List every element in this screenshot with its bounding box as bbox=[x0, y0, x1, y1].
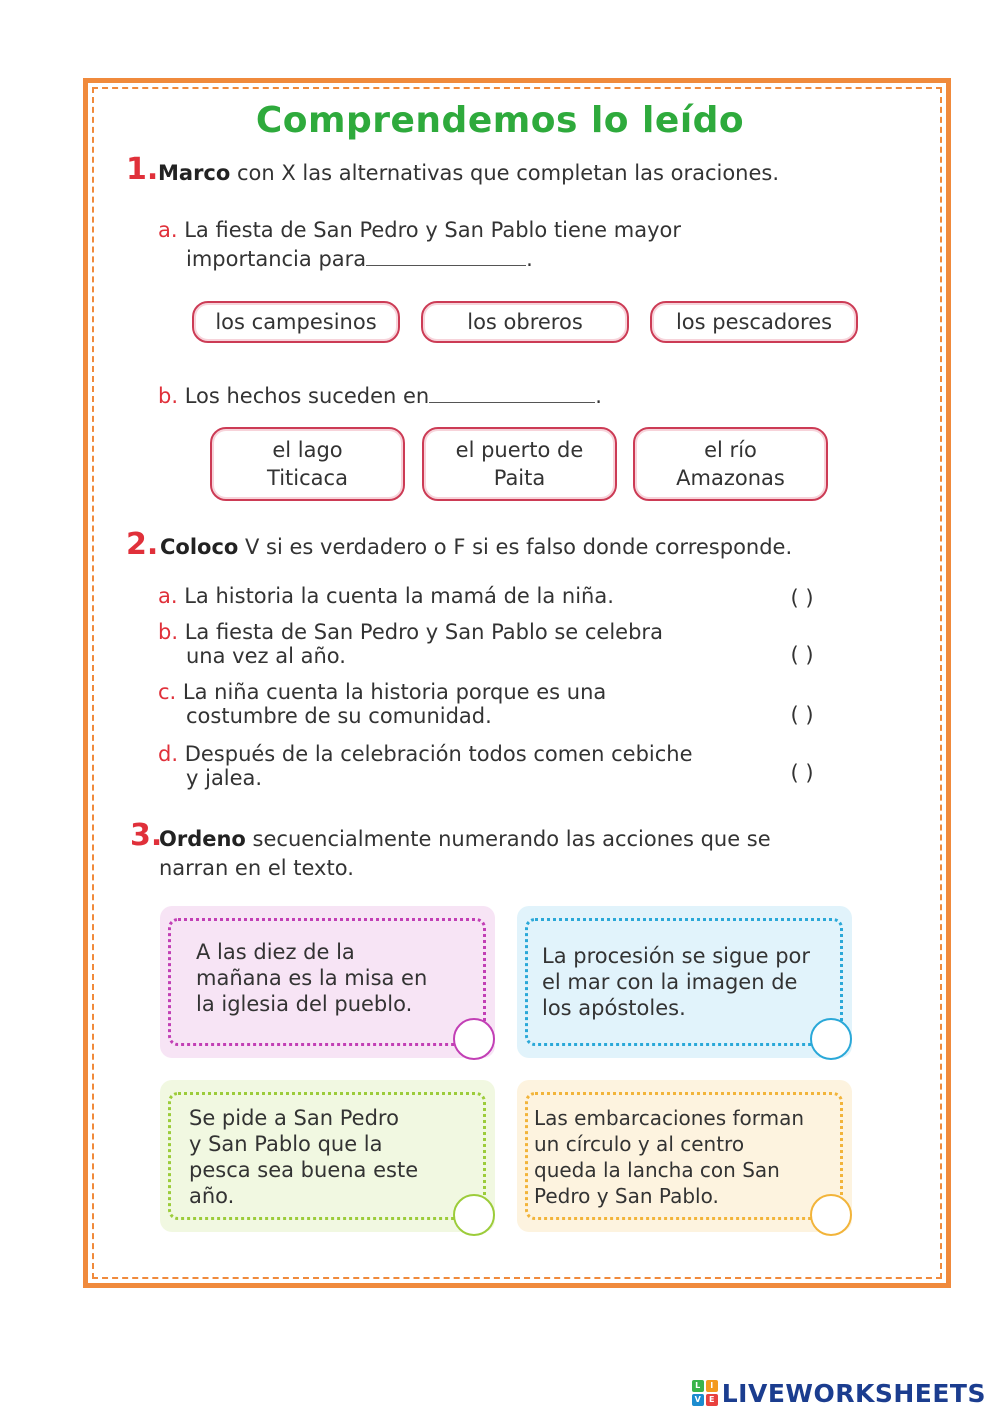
q1b-option-paita-l1: el puerto de bbox=[455, 438, 584, 462]
q1a-line1-text: La fiesta de San Pedro y San Pablo tiene mayor bbox=[184, 218, 682, 242]
q3-card-4-l4: Pedro y San Pablo. bbox=[534, 1184, 719, 1208]
q2a-line1 bbox=[158, 584, 614, 609]
q1a-end: . bbox=[526, 247, 533, 271]
q1b-end: . bbox=[595, 384, 602, 408]
q3-card-3-order-circle[interactable] bbox=[453, 1194, 495, 1236]
q1-instruction bbox=[158, 161, 779, 186]
q2-instruction bbox=[160, 535, 792, 560]
logo-block-l: L bbox=[692, 1380, 704, 1392]
q3-card-2-text bbox=[542, 943, 810, 1021]
q3-card-4-order-circle[interactable] bbox=[810, 1194, 852, 1236]
logo-block-i: I bbox=[706, 1380, 718, 1392]
q2b-line1 bbox=[158, 620, 663, 645]
liveworksheets-logo[interactable] bbox=[692, 1378, 986, 1408]
q2d-line1 bbox=[158, 742, 693, 767]
q3-number: 3. bbox=[130, 818, 163, 853]
q2-number: 2. bbox=[126, 527, 159, 562]
q2c-line1 bbox=[158, 680, 606, 705]
q2d-answer[interactable]: ( ) bbox=[790, 761, 814, 785]
q2b-answer[interactable]: ( ) bbox=[790, 643, 814, 667]
q1b-option-titicaca-l2: Titicaca bbox=[267, 466, 348, 490]
q1a-line2 bbox=[186, 247, 533, 272]
q1b-option-amazonas[interactable] bbox=[633, 427, 828, 501]
q3-card-3-l4: año. bbox=[189, 1184, 235, 1208]
q2c-line2: costumbre de su comunidad. bbox=[186, 704, 492, 728]
q2a-text: La historia la cuenta la mamá de la niña. bbox=[184, 584, 614, 608]
q2b-letter: b. bbox=[158, 620, 179, 644]
q1a-line1 bbox=[158, 218, 681, 243]
q2b-text-1: La fiesta de San Pedro y San Pablo se celebra bbox=[184, 620, 663, 644]
q1b-option-amazonas-l2: Amazonas bbox=[676, 466, 785, 490]
q3-card-2 bbox=[517, 906, 852, 1058]
q3-card-4-text bbox=[534, 1105, 804, 1209]
logo-block-v: V bbox=[692, 1394, 704, 1406]
liveworksheets-wordmark: LIVEWORKSHEETS bbox=[721, 1378, 986, 1408]
q1a-option-pescadores[interactable]: los pescadores bbox=[650, 301, 858, 343]
q3-card-4-l3: queda la lancha con San bbox=[534, 1158, 780, 1182]
q3-card-4 bbox=[517, 1080, 852, 1232]
q1a-letter: a. bbox=[158, 218, 178, 242]
q2b-line2: una vez al año. bbox=[186, 644, 346, 668]
q1b-line1-text: Los hechos suceden en bbox=[184, 384, 430, 408]
q1b-option-paita-l2: Paita bbox=[493, 466, 546, 490]
q1b-option-paita[interactable] bbox=[422, 427, 617, 501]
q3-card-3-l1: Se pide a San Pedro bbox=[189, 1106, 399, 1130]
q1b-option-amazonas-l1: el río bbox=[704, 438, 757, 462]
q3-instruction-text: secuencialmente numerando las acciones que se bbox=[245, 827, 771, 851]
q3-card-1-order-circle[interactable] bbox=[453, 1018, 495, 1060]
q1b-option-titicaca-l1: el lago bbox=[272, 438, 343, 462]
q3-card-3 bbox=[160, 1080, 495, 1232]
q3-card-3-l3: pesca sea buena este bbox=[189, 1158, 419, 1182]
q1-verb: Marco bbox=[158, 161, 231, 185]
q3-card-2-l2: el mar con la imagen de bbox=[542, 970, 798, 994]
liveworksheets-logo-icon bbox=[692, 1380, 718, 1406]
q3-card-1-l1: A las diez de la bbox=[196, 940, 355, 964]
q1b-option-titicaca[interactable] bbox=[210, 427, 405, 501]
q2c-text-1: La niña cuenta la historia porque es una bbox=[182, 680, 607, 704]
q1a-line2-text: importancia para bbox=[186, 247, 367, 271]
q3-card-2-order-circle[interactable] bbox=[810, 1018, 852, 1060]
q3-instruction-2: narran en el texto. bbox=[159, 856, 354, 880]
page-title: Comprendemos lo leído bbox=[255, 100, 745, 141]
q2d-text-1: Después de la celebración todos comen cebiche bbox=[184, 742, 693, 766]
q3-card-4-l2: un círculo y al centro bbox=[534, 1132, 745, 1156]
q3-card-3-l2: y San Pablo que la bbox=[189, 1132, 383, 1156]
q2c-answer[interactable]: ( ) bbox=[790, 703, 814, 727]
q3-card-1-l3: la iglesia del pueblo. bbox=[196, 992, 413, 1016]
q2-verb: Coloco bbox=[160, 535, 239, 559]
q1b-letter: b. bbox=[158, 384, 179, 408]
logo-block-e: E bbox=[706, 1394, 718, 1406]
q3-card-1-text bbox=[196, 939, 427, 1017]
q1-number: 1. bbox=[126, 152, 159, 187]
q3-card-1-l2: mañana es la misa en bbox=[196, 966, 428, 990]
q3-card-2-l1: La procesión se sigue por bbox=[542, 944, 811, 968]
q2-instruction-text: V si es verdadero o F si es falso donde corresponde. bbox=[238, 535, 793, 559]
q1a-blank[interactable] bbox=[366, 247, 526, 266]
q2a-answer[interactable]: ( ) bbox=[790, 586, 814, 610]
q2d-line2: y jalea. bbox=[186, 766, 263, 790]
q2a-letter: a. bbox=[158, 584, 178, 608]
q3-card-2-l3: los apóstoles. bbox=[542, 996, 686, 1020]
q1a-option-obreros[interactable]: los obreros bbox=[421, 301, 629, 343]
q3-instruction-1 bbox=[159, 827, 771, 852]
q3-card-4-l1: Las embarcaciones forman bbox=[534, 1106, 805, 1130]
q2c-letter: c. bbox=[158, 680, 177, 704]
q3-card-3-text bbox=[189, 1105, 418, 1209]
q3-verb: Ordeno bbox=[159, 827, 246, 851]
q3-card-1 bbox=[160, 906, 495, 1058]
q2d-letter: d. bbox=[158, 742, 179, 766]
q1b-line1 bbox=[158, 384, 602, 409]
q1-instruction-text: con X las alternativas que completan las oraciones. bbox=[230, 161, 780, 185]
q1b-blank[interactable] bbox=[429, 384, 595, 403]
q1a-option-campesinos[interactable]: los campesinos bbox=[192, 301, 400, 343]
